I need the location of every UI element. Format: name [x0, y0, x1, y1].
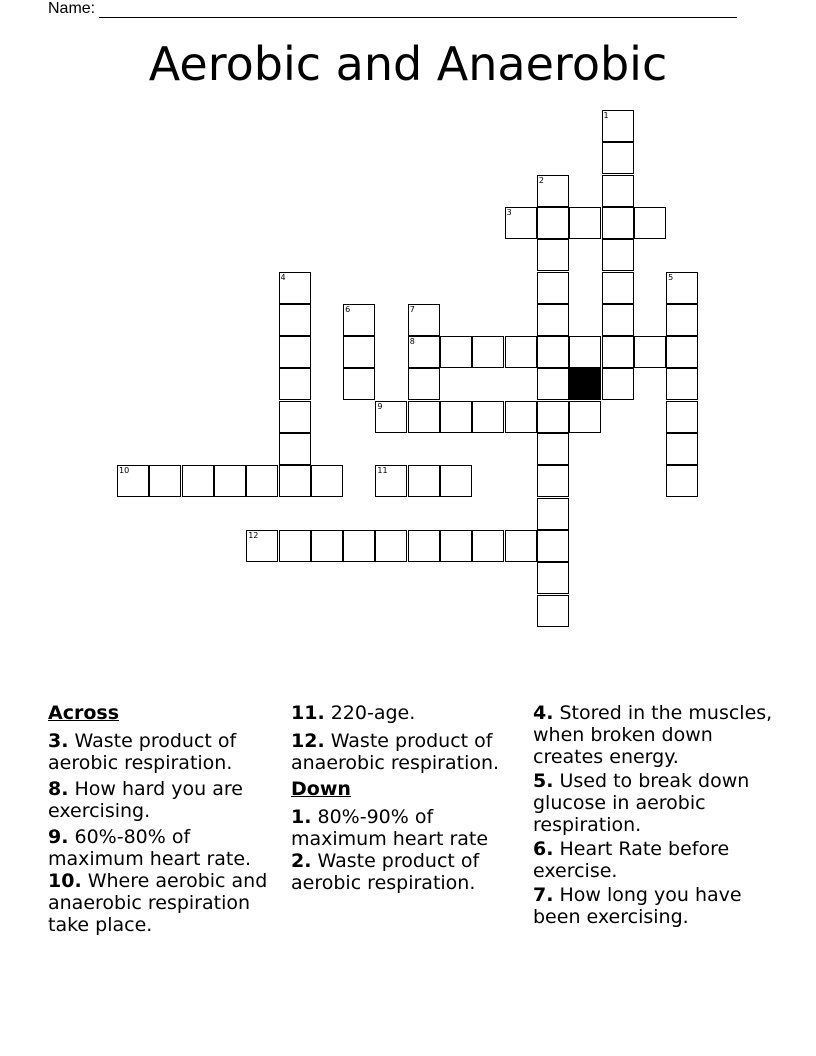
grid-cell[interactable] [117, 465, 149, 497]
grid-cell[interactable] [537, 336, 569, 368]
grid-cell[interactable] [537, 272, 569, 304]
clue-down-1: 1. 80%-90% of maximum heart rate [291, 806, 489, 850]
grid-cell[interactable] [666, 272, 698, 304]
clue-column-1 [48, 702, 288, 940]
grid-cell[interactable] [666, 368, 698, 400]
grid-cell[interactable] [602, 336, 634, 368]
grid-cell[interactable] [343, 368, 375, 400]
grid-cell[interactable] [537, 562, 569, 594]
name-label: Name: [48, 0, 96, 17]
clue-column-3 [533, 702, 773, 932]
grid-cell[interactable] [537, 498, 569, 530]
black-cell [569, 368, 601, 400]
grid-cell[interactable] [408, 530, 440, 562]
grid-cell[interactable] [537, 595, 569, 627]
grid-cell[interactable] [537, 465, 569, 497]
grid-cell[interactable] [569, 207, 601, 239]
grid-cell[interactable] [440, 401, 472, 433]
clue-number: 5 [668, 272, 674, 282]
grid-cell[interactable] [666, 401, 698, 433]
grid-cell[interactable] [472, 336, 504, 368]
grid-cell[interactable] [440, 336, 472, 368]
grid-cell[interactable] [537, 207, 569, 239]
grid-cell[interactable] [440, 465, 472, 497]
grid-cell[interactable] [537, 175, 569, 207]
grid-cell[interactable] [505, 207, 537, 239]
grid-cell[interactable] [537, 304, 569, 336]
grid-cell[interactable] [408, 304, 440, 336]
grid-cell[interactable] [343, 530, 375, 562]
clue-down-5: 5. Used to break down glucose in aerobic respiration. [533, 770, 750, 836]
grid-cell[interactable] [375, 401, 407, 433]
grid-cell[interactable] [279, 272, 311, 304]
grid-cell[interactable] [408, 401, 440, 433]
grid-cell[interactable] [666, 336, 698, 368]
grid-cell[interactable] [311, 530, 343, 562]
grid-cell[interactable] [279, 465, 311, 497]
clue-down-6: 6. Heart Rate before exercise. [533, 838, 730, 882]
grid-cell[interactable] [666, 465, 698, 497]
grid-cell[interactable] [246, 465, 278, 497]
grid-cell[interactable] [666, 433, 698, 465]
clue-number: 8 [409, 337, 415, 347]
grid-cell[interactable] [602, 207, 634, 239]
grid-cell[interactable] [569, 336, 601, 368]
grid-cell[interactable] [505, 530, 537, 562]
grid-cell[interactable] [214, 465, 246, 497]
clue-number: 1 [603, 111, 609, 120]
clue-number: 9 [377, 401, 383, 411]
grid-cell[interactable] [569, 401, 601, 433]
clue-column-2 [291, 702, 521, 898]
grid-cell[interactable] [602, 239, 634, 271]
grid-cell[interactable] [537, 239, 569, 271]
grid-cell[interactable] [375, 465, 407, 497]
grid-cell[interactable] [279, 433, 311, 465]
clue-across-8: 8. How hard you are exercising. [48, 778, 243, 822]
grid-cell[interactable] [149, 465, 181, 497]
clue-down-7: 7. How long you have been exercising. [533, 884, 742, 928]
grid-cell[interactable] [537, 433, 569, 465]
grid-cell[interactable] [311, 465, 343, 497]
clue-across-11: 11. 220-age. [291, 702, 416, 724]
clue-number: 11 [377, 466, 388, 476]
clue-number: 12 [248, 530, 259, 540]
clue-number: 2 [538, 175, 544, 185]
clue-number: 3 [506, 207, 512, 217]
grid-cell[interactable] [279, 401, 311, 433]
grid-cell[interactable] [343, 336, 375, 368]
grid-cell[interactable] [279, 368, 311, 400]
grid-cell[interactable] [182, 465, 214, 497]
clue-down-4: 4. Stored in the muscles, when broken down creates energy. [533, 702, 773, 768]
grid-cell[interactable] [408, 465, 440, 497]
grid-cell[interactable] [537, 368, 569, 400]
grid-cell[interactable] [279, 530, 311, 562]
grid-cell[interactable] [537, 530, 569, 562]
grid-cell[interactable] [602, 272, 634, 304]
clue-number: 10 [119, 466, 130, 476]
grid-cell[interactable] [505, 336, 537, 368]
clue-number: 6 [345, 304, 351, 314]
grid-cell[interactable] [602, 110, 634, 142]
across-heading: Across [48, 702, 120, 724]
grid-cell[interactable] [279, 336, 311, 368]
grid-cell[interactable] [666, 304, 698, 336]
clue-across-3: 3. Waste product of aerobic respiration. [48, 730, 237, 774]
clue-number: 4 [280, 272, 286, 282]
clue-down-2: 2. Waste product of aerobic respiration. [291, 850, 480, 894]
grid-cell[interactable] [634, 207, 666, 239]
grid-cell[interactable] [472, 401, 504, 433]
clue-across-12: 12. Waste product of anaerobic respiration. [291, 730, 500, 774]
grid-cell[interactable] [634, 336, 666, 368]
grid-cell[interactable] [343, 304, 375, 336]
grid-cell[interactable] [375, 530, 407, 562]
down-heading: Down [291, 778, 351, 800]
clue-across-9: 9. 60%-80% of maximum heart rate. [48, 826, 252, 870]
clue-across-10: 10. Where aerobic and anaerobic respiration take place. [48, 870, 268, 936]
clue-number: 7 [409, 304, 415, 314]
grid-cell[interactable] [602, 368, 634, 400]
grid-cell[interactable] [602, 175, 634, 207]
grid-cell[interactable] [279, 304, 311, 336]
grid-cell[interactable] [408, 336, 440, 368]
grid-cell[interactable] [408, 368, 440, 400]
grid-cell[interactable] [246, 530, 278, 562]
grid-cell[interactable] [537, 401, 569, 433]
page-title: Aerobic and Anaerobic [148, 37, 668, 91]
grid-cell[interactable] [602, 304, 634, 336]
grid-cell[interactable] [472, 530, 504, 562]
grid-cell[interactable] [505, 401, 537, 433]
grid-cell[interactable] [440, 530, 472, 562]
grid-cell[interactable] [602, 142, 634, 174]
